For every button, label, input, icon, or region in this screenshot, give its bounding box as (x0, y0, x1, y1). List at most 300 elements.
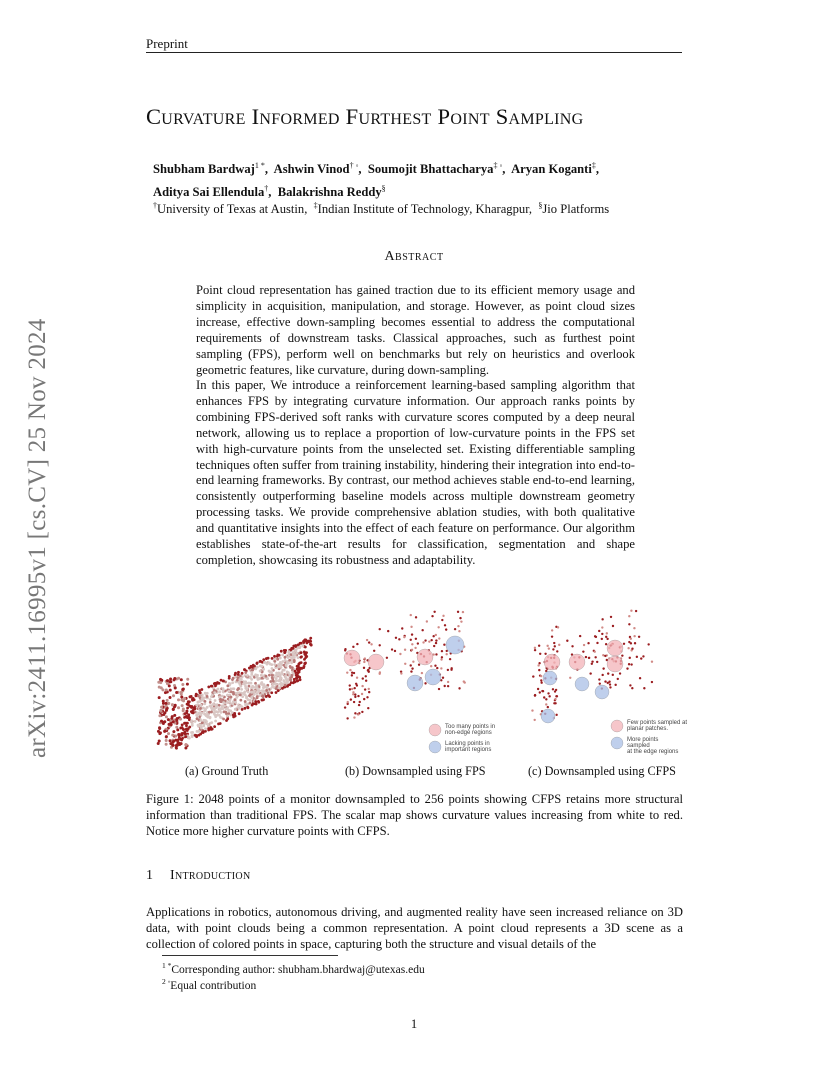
cloud-point (545, 698, 547, 700)
cloud-point (410, 670, 412, 672)
author-name: Aryan Koganti (511, 162, 592, 177)
cloud-point (361, 693, 363, 695)
cloud-point (630, 638, 632, 640)
cloud-point (551, 635, 553, 637)
cloud-point (445, 628, 447, 630)
cloud-point (367, 707, 369, 709)
cloud-point (457, 625, 459, 627)
cloud-point (547, 706, 549, 708)
cloud-point (195, 694, 198, 697)
cloud-point (437, 626, 439, 628)
cloud-point (647, 643, 649, 645)
cloud-point (412, 661, 414, 663)
cloud-point (609, 683, 611, 685)
running-header: Preprint (146, 36, 188, 51)
cloud-point (606, 632, 608, 634)
cloud-point (165, 743, 168, 746)
author-mark: ‡ (591, 161, 596, 170)
cloud-point (226, 694, 229, 697)
cloud-point (190, 719, 193, 722)
cloud-point (185, 724, 188, 727)
cloud-point (159, 710, 162, 713)
cloud-point (305, 651, 308, 654)
cloud-point (183, 716, 186, 719)
cloud-point (638, 636, 640, 638)
cloud-point (222, 701, 225, 704)
cloud-point (444, 624, 446, 626)
cloud-point (219, 690, 222, 693)
cloud-point (219, 696, 222, 699)
cloud-point (206, 706, 209, 709)
cloud-point (239, 699, 242, 702)
cloud-point (430, 639, 432, 641)
cloud-point (349, 669, 351, 671)
cloud-point (207, 727, 210, 730)
highlight-red-circle (607, 640, 623, 656)
cloud-point (617, 678, 619, 680)
cloud-point (631, 687, 633, 689)
cloud-point (591, 660, 593, 662)
cloud-point (237, 688, 240, 691)
cloud-point (243, 668, 246, 671)
cloud-point (548, 647, 550, 649)
cloud-point (309, 637, 312, 640)
cloud-point (433, 611, 435, 613)
cloud-point (351, 674, 353, 676)
cloud-point (288, 659, 291, 662)
cloud-point (259, 670, 262, 673)
cloud-point (379, 628, 381, 630)
subcaption-a: (a) Ground Truth (185, 764, 269, 778)
cloud-point (259, 694, 262, 697)
cloud-point (410, 626, 412, 628)
cloud-point (232, 687, 235, 690)
cloud-point (202, 696, 205, 699)
cloud-point (634, 642, 636, 644)
cloud-point (598, 630, 600, 632)
cloud-point (538, 669, 540, 671)
cloud-point (211, 694, 214, 697)
cloud-point (441, 656, 443, 658)
cloud-point (233, 712, 236, 715)
cloud-point (165, 739, 168, 742)
cloud-point (279, 682, 282, 685)
cloud-point (601, 626, 603, 628)
cloud-point (273, 655, 276, 658)
cloud-point (243, 707, 246, 710)
cloud-point (254, 668, 257, 671)
cloud-point (207, 686, 210, 689)
cloud-point (538, 662, 540, 664)
affil-mark: ‡ (313, 201, 318, 210)
cloud-point (175, 744, 178, 747)
cloud-point (255, 684, 258, 687)
cloud-point (583, 644, 585, 646)
cloud-point (182, 708, 185, 711)
cloud-point (279, 679, 282, 682)
cloud-point (246, 674, 249, 677)
cloud-point (292, 645, 295, 648)
cloud-point (430, 665, 432, 667)
legend-blue-swatch (429, 741, 441, 753)
cloud-point (368, 688, 370, 690)
cloud-point (651, 660, 653, 662)
cloud-point (633, 627, 635, 629)
cloud-point (636, 656, 638, 658)
affiliations (153, 201, 683, 217)
cloud-point (243, 683, 246, 686)
cloud-point (281, 669, 284, 672)
cloud-point (158, 732, 161, 735)
cloud-point (579, 635, 581, 637)
cloud-point (543, 696, 545, 698)
cloud-point (189, 696, 192, 699)
cloud-point (373, 650, 375, 652)
cloud-point (612, 625, 614, 627)
cloud-point (275, 674, 278, 677)
cloud-point (353, 716, 355, 718)
cloud-point (262, 698, 265, 701)
cloud-point (271, 657, 274, 660)
cloud-point (230, 696, 233, 699)
cloud-point (286, 682, 289, 685)
cloud-point (209, 698, 212, 701)
cloud-point (538, 644, 540, 646)
legend-blue-swatch (611, 737, 623, 749)
cloud-point (193, 707, 196, 710)
cloud-point (169, 680, 172, 683)
cloud-point (537, 688, 539, 690)
author-list (153, 156, 683, 202)
figure-panel-ground-truth (150, 600, 320, 760)
cloud-point (368, 691, 370, 693)
highlight-blue-circle (446, 636, 464, 654)
legend-red-swatch (611, 720, 623, 732)
cloud-point (354, 693, 356, 695)
cloud-point (197, 730, 200, 733)
cloud-point (299, 645, 302, 648)
cloud-point (540, 675, 542, 677)
cloud-point (248, 682, 251, 685)
cloud-point (237, 671, 240, 674)
legend-b-line-4: important regions (445, 747, 492, 753)
cloud-point (554, 698, 556, 700)
cloud-point (435, 639, 437, 641)
cloud-point (173, 677, 176, 680)
cloud-point (411, 667, 413, 669)
cloud-point (232, 691, 235, 694)
cloud-point (366, 696, 368, 698)
cloud-point (410, 614, 412, 616)
cloud-point (444, 685, 446, 687)
cloud-point (169, 739, 172, 742)
cloud-point (627, 647, 629, 649)
cloud-point (594, 635, 596, 637)
footnote-2 (162, 977, 256, 992)
cloud-point (265, 675, 268, 678)
cloud-point (226, 684, 229, 687)
cloud-point (177, 706, 180, 709)
cloud-point (237, 681, 240, 684)
legend-c-line-3: More points (627, 737, 659, 743)
cloud-point (229, 701, 232, 704)
cloud-point (362, 677, 364, 679)
cloud-point (445, 653, 447, 655)
cloud-point (557, 626, 559, 628)
cloud-point (356, 684, 358, 686)
cloud-point (165, 715, 168, 718)
cloud-point (249, 693, 252, 696)
cloud-point (614, 684, 616, 686)
cloud-point (268, 674, 271, 677)
cloud-point (166, 679, 169, 682)
cloud-point (244, 700, 247, 703)
cloud-point (304, 656, 307, 659)
cloud-point (596, 661, 598, 663)
cloud-point (158, 696, 161, 699)
cloud-point (642, 655, 644, 657)
cloud-point (231, 681, 234, 684)
cloud-point (297, 656, 300, 659)
cloud-point (284, 674, 287, 677)
cloud-point (239, 694, 242, 697)
cloud-point (176, 728, 179, 731)
cloud-point (177, 698, 180, 701)
cloud-point (175, 726, 178, 729)
cloud-point (352, 646, 354, 648)
cloud-point (267, 657, 270, 660)
paper-title: Curvature Informed Furthest Point Sampling (146, 104, 584, 129)
cloud-point (248, 685, 251, 688)
cloud-point (255, 703, 258, 706)
cloud-point (284, 656, 287, 659)
cloud-point (208, 711, 211, 714)
cloud-point (293, 659, 296, 662)
cloud-point (204, 727, 207, 730)
cloud-point (365, 680, 367, 682)
cloud-point (169, 689, 172, 692)
cloud-point (440, 658, 442, 660)
cloud-point (234, 701, 237, 704)
cloud-point (173, 714, 176, 717)
cloud-point (435, 642, 437, 644)
footnote-text: Equal contribution (170, 979, 257, 992)
cloud-point (265, 689, 268, 692)
cloud-point (214, 720, 217, 723)
cloud-point (217, 688, 220, 691)
cloud-point (289, 679, 292, 682)
cloud-point (231, 702, 234, 705)
legend-c-line-2: planar patches. (627, 726, 669, 732)
cloud-point (532, 675, 534, 677)
cloud-point (395, 637, 397, 639)
cloud-point (158, 686, 161, 689)
cloud-point (552, 688, 554, 690)
figure-panel-cfps (512, 600, 688, 760)
footnote-mark: 1 * (162, 961, 172, 970)
cloud-point (344, 706, 346, 708)
cloud-point (191, 706, 194, 709)
cloud-point (300, 642, 303, 645)
cloud-point (438, 688, 440, 690)
cloud-point (287, 656, 290, 659)
cloud-point (359, 701, 361, 703)
cloud-point (435, 634, 437, 636)
cloud-point (273, 663, 276, 666)
legend-c-line-4: sampled (627, 743, 650, 749)
cloud-point (434, 665, 436, 667)
cloud-point (554, 702, 556, 704)
highlight-blue-circle (575, 677, 589, 691)
cloud-point (424, 682, 426, 684)
cloud-point (302, 644, 305, 647)
highlight-red-circle (607, 656, 623, 672)
cloud-point (604, 680, 606, 682)
cloud-point (234, 708, 237, 711)
cloud-point (171, 741, 174, 744)
cloud-point (363, 661, 365, 663)
cloud-point (426, 620, 428, 622)
cloud-point (276, 658, 279, 661)
cloud-point (601, 633, 603, 635)
cloud-point (358, 704, 360, 706)
highlight-blue-circle (407, 675, 423, 691)
cloud-point (214, 714, 217, 717)
cloud-point (401, 627, 403, 629)
cloud-point (228, 675, 231, 678)
cloud-point (290, 656, 293, 659)
cloud-point (277, 689, 280, 692)
cloud-point (606, 638, 608, 640)
cloud-point (234, 699, 237, 702)
cloud-point (539, 691, 541, 693)
cloud-point (223, 705, 226, 708)
cloud-point (539, 653, 541, 655)
cloud-point (171, 734, 174, 737)
cloud-point (368, 671, 370, 673)
cloud-point (533, 719, 535, 721)
cloud-point (214, 699, 217, 702)
cloud-point (279, 657, 282, 660)
cloud-point (185, 728, 188, 731)
cloud-point (450, 668, 452, 670)
cloud-point (587, 642, 589, 644)
cloud-point (261, 665, 264, 668)
cloud-point (610, 616, 612, 618)
cloud-point (303, 662, 306, 665)
abstract-paragraph-2: In this paper, We introduce a reinforcement learning-based sampling algorithm that enhances FPS by integrating curvature information. Our approach ranks points by combining FPS-derived soft ranks with curvature scores computed by a deep neural network, allowing us to replace a proportion of low-curvature points in the FPS set with high-curvature points from the unselected set. Existing differentiable sampling techniques often suffer from training instability, hindering their integration into end-to-end learning frameworks. By contrast, our method achieves stable end-to-end learning, consistently outperforming baseline models across multiple downstream geometry processing tasks. We provide comprehensive ablation studies, with both qualitative and quantitative insights into the effect of each feature on performance. Our algorithm establishes state-of-the-art results for classification, segmentation and shape completion, showcasing its robustness and adaptability. (196, 378, 635, 567)
cloud-point (206, 695, 209, 698)
cloud-point (582, 650, 584, 652)
cloud-point (204, 714, 207, 717)
cloud-point (346, 717, 348, 719)
cloud-point (270, 670, 273, 673)
cloud-point (628, 641, 630, 643)
cloud-point (457, 611, 459, 613)
cloud-point (403, 636, 405, 638)
cloud-point (296, 671, 299, 674)
cloud-point (454, 628, 456, 630)
cloud-point (195, 704, 198, 707)
affil-text: Jio Platforms (542, 202, 610, 217)
cloud-point (172, 708, 175, 711)
cloud-point (349, 684, 351, 686)
cloud-point (284, 684, 287, 687)
cloud-point (404, 663, 406, 665)
cloud-point (411, 633, 413, 635)
cloud-point (571, 645, 573, 647)
highlight-blue-circle (425, 669, 441, 685)
cloud-point (168, 684, 171, 687)
highlight-blue-circle (595, 685, 609, 699)
cloud-point (540, 679, 542, 681)
cloud-point (219, 698, 222, 701)
cloud-point (240, 681, 243, 684)
cloud-point (415, 616, 417, 618)
cloud-point (241, 708, 244, 711)
author-mark: † ◦ (349, 161, 359, 170)
cloud-point (278, 687, 281, 690)
cloud-point (398, 638, 400, 640)
cloud-point (291, 666, 294, 669)
cloud-point (265, 686, 268, 689)
cloud-point (441, 619, 443, 621)
cloud-point (250, 678, 253, 681)
cloud-point (554, 645, 556, 647)
cloud-point (257, 690, 260, 693)
cloud-point (354, 712, 356, 714)
cloud-point (252, 664, 255, 667)
author-name: Aditya Sai Ellendula (153, 185, 265, 200)
cloud-point (200, 704, 203, 707)
cloud-point (364, 657, 366, 659)
highlight-red-circle (544, 654, 560, 670)
highlight-red-circle (344, 650, 360, 666)
cloud-point (162, 722, 165, 725)
cloud-point (168, 723, 171, 726)
cloud-point (350, 698, 352, 700)
cloud-point (447, 685, 449, 687)
cloud-point (612, 674, 614, 676)
cloud-point (542, 690, 544, 692)
cloud-point (179, 718, 182, 721)
cloud-point (534, 647, 536, 649)
cloud-point (227, 712, 230, 715)
cloud-point (628, 615, 630, 617)
cloud-point (247, 698, 250, 701)
cloud-point (199, 707, 202, 710)
cloud-point (257, 678, 260, 681)
cloud-point (188, 737, 191, 740)
cloud-point (226, 718, 229, 721)
cloud-point (363, 667, 365, 669)
cloud-point (222, 680, 225, 683)
cloud-point (386, 657, 388, 659)
cloud-point (165, 735, 168, 738)
cloud-point (463, 680, 465, 682)
cloud-point (274, 683, 277, 686)
cloud-point (172, 730, 175, 733)
cloud-point (428, 640, 430, 642)
cloud-point (588, 657, 590, 659)
cloud-point (279, 677, 282, 680)
cloud-point (293, 680, 296, 683)
cloud-point (163, 730, 166, 733)
cloud-point (169, 677, 172, 680)
cloud-point (295, 677, 298, 680)
cloud-point (364, 688, 366, 690)
cloud-point (247, 706, 250, 709)
